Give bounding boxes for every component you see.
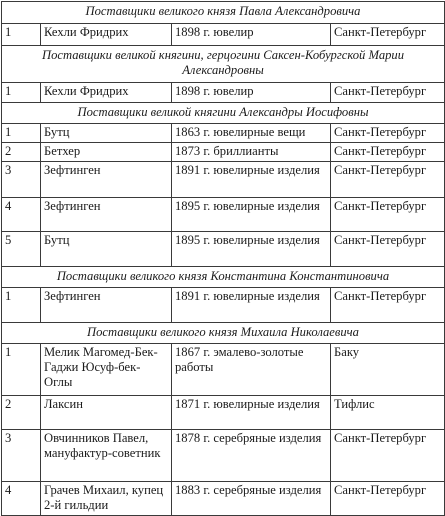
row-number: 2 [2,143,41,162]
table-row [2,396,445,430]
supplier-name: Зефтинген [41,198,172,232]
table-row [2,143,445,162]
supply-description: 1878 г. серебряные изделия [172,430,331,482]
section-title: Поставщики великого князя Константина Константиновича [2,267,445,288]
supply-description: 1898 г. ювелир [172,83,331,103]
supply-description: 1871 г. ювелирные изделия [172,396,331,430]
row-number: 1 [2,288,41,323]
table-row [2,162,445,198]
row-number: 2 [2,396,41,430]
supplier-city: Санкт-Петербург [331,162,445,198]
table-row [2,288,445,323]
supplier-name: Кехли Фридрих [41,24,172,46]
table-row [2,198,445,232]
row-number: 1 [2,344,41,396]
supplier-city: Санкт-Петербург [331,232,445,267]
supplier-city: Санкт-Петербург [331,24,445,46]
section-title: Поставщики великого князя Михаила Николаевича [2,323,445,344]
supply-description: 1895 г. ювелирные изделия [172,198,331,232]
supplier-city: Санкт-Петербург [331,83,445,103]
table-row [2,83,445,103]
row-number: 1 [2,83,41,103]
supply-description: 1873 г. бриллианты [172,143,331,162]
table-row [2,124,445,143]
supply-description: 1891 г. ювелирные изделия [172,288,331,323]
supplier-city: Баку [331,344,445,396]
supplier-name: Кехли Фридрих [41,83,172,103]
supplier-name: Овчинников Павел, мануфактур-советник [41,430,172,482]
table-row [2,24,445,46]
supplier-city: Санкт-Петербург [331,288,445,323]
section-header-row [2,323,445,344]
row-number: 3 [2,162,41,198]
supplier-name: Грачев Михаил, купец 2-й гильдии [41,482,172,516]
table-row [2,430,445,482]
section-title: Поставщики великой княгини Александры Иосифовны [2,103,445,124]
supplier-name: Бутц [41,124,172,143]
supply-description: 1883 г. серебряные изделия [172,482,331,516]
supplier-city: Санкт-Петербург [331,430,445,482]
row-number: 1 [2,24,41,46]
supplier-city: Санкт-Петербург [331,124,445,143]
supplier-city: Санкт-Петербург [331,143,445,162]
table-row [2,232,445,267]
supplier-city: Санкт-Петербург [331,482,445,516]
supplier-name: Бетхер [41,143,172,162]
section-header-row [2,2,445,24]
supply-description: 1895 г. ювелирные изделия [172,232,331,267]
suppliers-table [1,1,445,516]
section-title: Поставщики великой княгини, герцогини Саксен-Кобургской Марии Александровны [2,46,445,83]
supply-description: 1867 г. эмалево-золотые работы [172,344,331,396]
section-header-row [2,267,445,288]
supplier-city: Санкт-Петербург [331,198,445,232]
supply-description: 1863 г. ювелирные вещи [172,124,331,143]
row-number: 4 [2,482,41,516]
row-number: 3 [2,430,41,482]
supply-description: 1891 г. ювелирные изделия [172,162,331,198]
supplier-name: Лаксин [41,396,172,430]
table-row [2,344,445,396]
supplier-city: Тифлис [331,396,445,430]
section-header-row [2,103,445,124]
supplier-name: Зефтинген [41,162,172,198]
supplier-name: Бутц [41,232,172,267]
row-number: 1 [2,124,41,143]
section-header-row [2,46,445,83]
row-number: 4 [2,198,41,232]
supplier-name: Зефтинген [41,288,172,323]
supply-description: 1898 г. ювелир [172,24,331,46]
section-title: Поставщики великого князя Павла Александровича [2,2,445,24]
table-row [2,482,445,516]
row-number: 5 [2,232,41,267]
supplier-name: Мелик Магомед-Бек-Гаджи Юсуф-бек-Оглы [41,344,172,396]
